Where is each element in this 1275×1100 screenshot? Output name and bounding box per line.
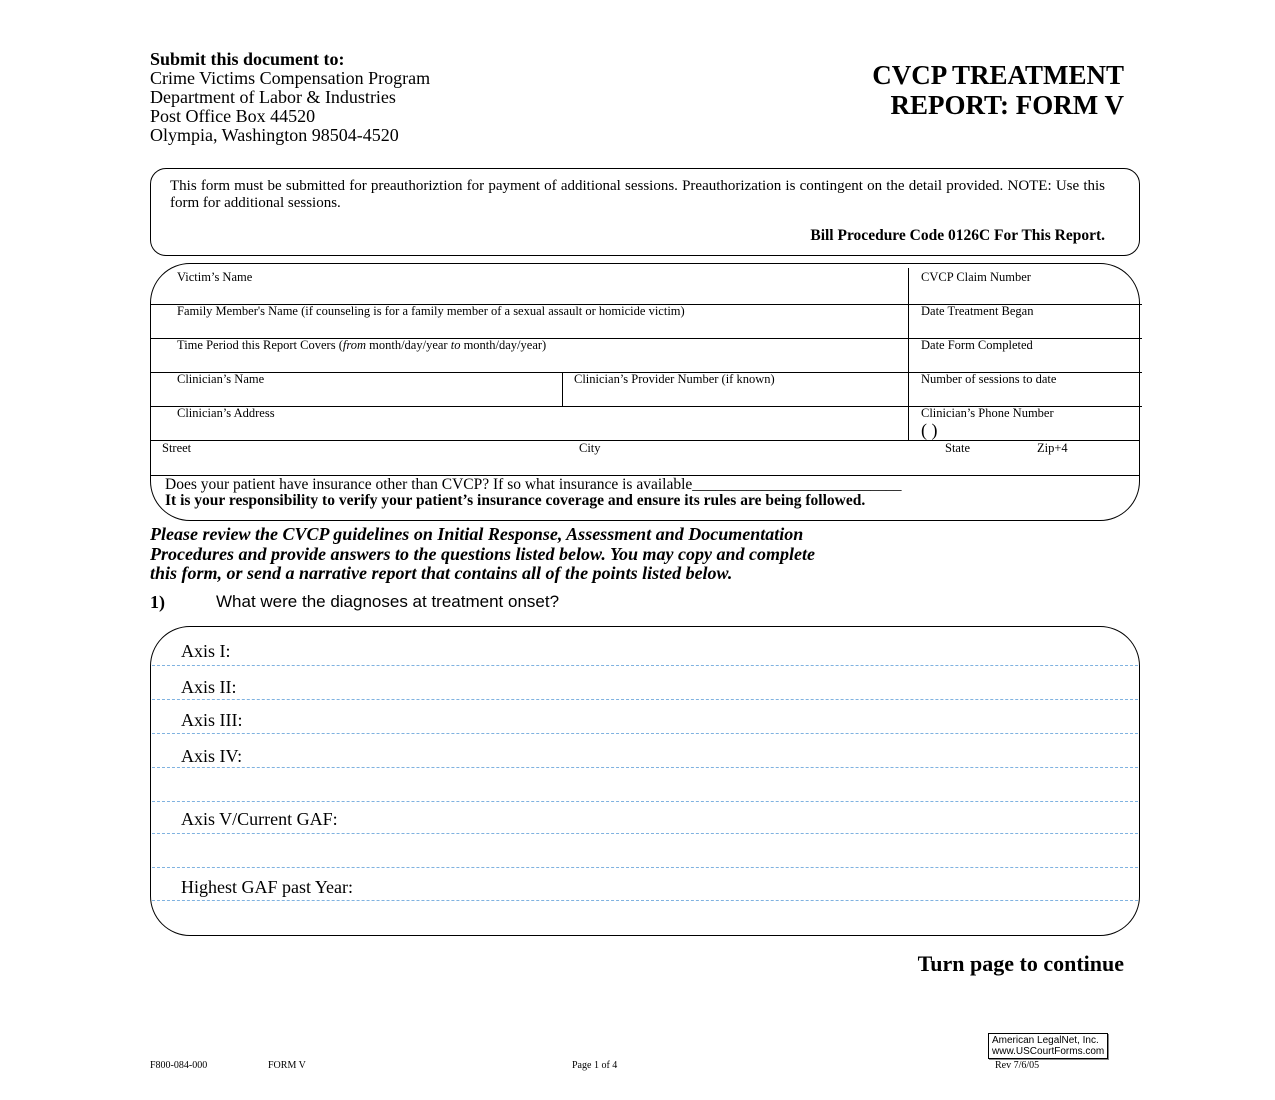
instruction-line: this form, or send a narrative report that contains all of the points listed below. (150, 563, 733, 583)
form-name: FORM V (268, 1060, 306, 1071)
question-text: What were the diagnoses at treatment onset? (216, 592, 560, 611)
notice-text: This form must be submitted for preauthoriztion for payment of additional sessions. Preauthorization is contingent on the detail provided. NOTE: Use this form for additional sessions. (170, 178, 1105, 211)
victim-name-field[interactable]: Victim’s Name (177, 270, 253, 284)
provider-number-field[interactable]: Clinician’s Provider Number (if known) (574, 372, 775, 386)
submit-heading: Submit this document to: (150, 49, 345, 69)
claim-number-field[interactable]: CVCP Claim Number (921, 270, 1031, 284)
phone-field[interactable]: Clinician’s Phone Number (921, 406, 1054, 420)
axis-1-field[interactable]: Axis I: (181, 641, 231, 661)
axis-5-field[interactable]: Axis V/Current GAF: (181, 809, 338, 829)
axis-2-field[interactable]: Axis II: (181, 677, 237, 697)
insurance-question[interactable]: Does your patient have insurance other than CVCP? If so what insurance is available___________________________ (165, 476, 902, 493)
date-began-field[interactable]: Date Treatment Began (921, 304, 1034, 318)
address-line: Post Office Box 44520 (150, 106, 316, 126)
state-label: State (945, 441, 970, 455)
family-member-field[interactable]: Family Member's Name (if counseling is for a family member of a sexual assault or homicide victim) (177, 304, 685, 318)
label: month/day/year) (460, 338, 547, 352)
time-period-field[interactable] (177, 338, 546, 353)
label: month/day/year (366, 338, 451, 352)
revision-date: Rev 7/6/05 (995, 1060, 1040, 1071)
instruction-line: Procedures and provide answers to the questions listed below. You may copy and complete (150, 543, 815, 564)
watermark-line: American LegalNet, Inc. (992, 1035, 1099, 1046)
address-field[interactable]: Clinician’s Address (177, 406, 275, 420)
axis-3-field[interactable]: Axis III: (181, 710, 243, 730)
title-line: REPORT: FORM V (890, 90, 1124, 120)
instruction-line: Please review the CVCP guidelines on Initial Response, Assessment and Documentation (150, 524, 804, 544)
address-line: Crime Victims Compensation Program (150, 68, 431, 88)
axis-4-field[interactable]: Axis IV: (181, 746, 243, 766)
street-label: Street (162, 441, 192, 455)
question-number: 1) (150, 592, 165, 612)
page-number: Page 1 of 4 (572, 1060, 618, 1071)
sessions-field[interactable]: Number of sessions to date (921, 372, 1057, 386)
watermark-line: www.USCourtForms.com (992, 1046, 1105, 1057)
label: from (342, 338, 367, 352)
highest-gaf-field[interactable]: Highest GAF past Year: (181, 877, 354, 897)
clinician-name-field[interactable]: Clinician’s Name (177, 372, 265, 386)
address-line: Olympia, Washington 98504-4520 (150, 125, 399, 145)
form-code: F800-084-000 (150, 1060, 208, 1071)
turn-page-note: Turn page to continue (917, 951, 1124, 976)
bill-code: Bill Procedure Code 0126C For This Report. (810, 227, 1105, 244)
form-title (872, 60, 1124, 120)
date-completed-field[interactable]: Date Form Completed (921, 338, 1033, 352)
zip-label: Zip+4 (1037, 441, 1068, 455)
instructions (150, 525, 815, 584)
responsibility-note: It is your responsibility to verify your patient’s insurance coverage and ensure its rules are being followed. (165, 492, 866, 509)
legalnet-watermark (988, 1033, 1108, 1059)
phone-area-code: ( ) (921, 420, 938, 440)
title-line: CVCP TREATMENT (872, 60, 1124, 90)
label: to (450, 338, 461, 352)
city-label: City (579, 441, 601, 455)
label: Time Period this Report Covers ( (177, 338, 343, 352)
address-line: Department of Labor & Industries (150, 87, 396, 107)
submit-address (150, 50, 430, 145)
